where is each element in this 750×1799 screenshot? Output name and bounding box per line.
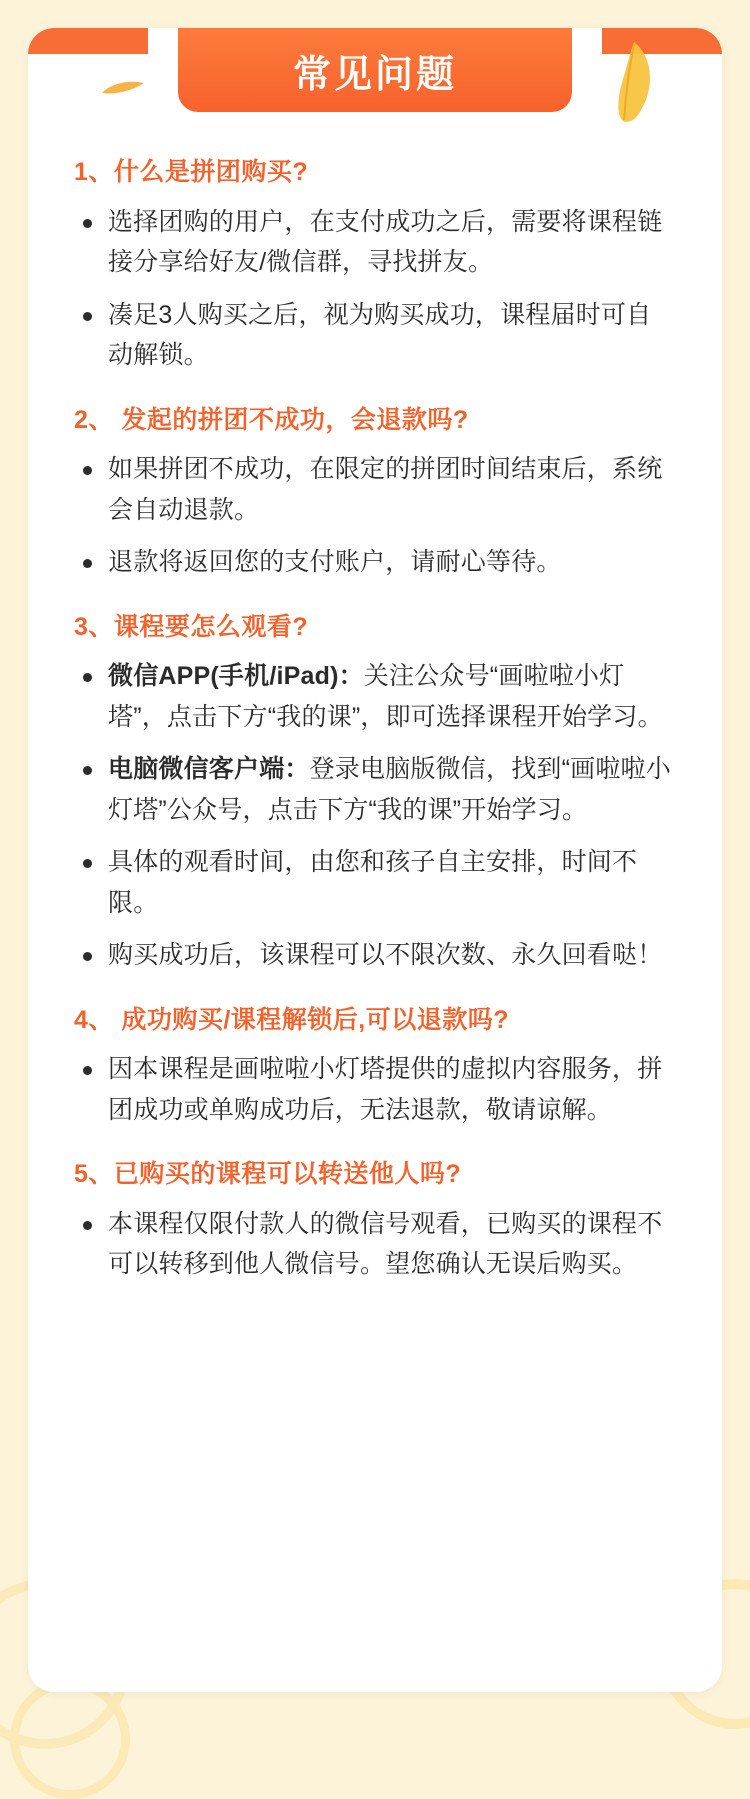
- faq-answer-text: 如果拼团不成功，在限定的拼团时间结束后，系统会自动退款。: [108, 455, 663, 524]
- faq-item: [74, 402, 676, 583]
- faq-answer: [74, 935, 676, 976]
- faq-question: 3、课程要怎么观看?: [74, 612, 309, 641]
- faq-answer-list: [74, 656, 676, 976]
- faq-answer-text: 关注公众号“画啦啦小灯塔”，点击下方“我的课”，即可选择课程开始学习。: [108, 662, 663, 731]
- faq-answer-text: 因本课程是画啦啦小灯塔提供的虚拟内容服务，拼团成功或单购成功后，无法退款，敬请谅解。: [108, 1055, 663, 1124]
- faq-question: 5、已购买的课程可以转送他人吗?: [74, 1160, 462, 1188]
- faq-answer-list: [74, 449, 676, 583]
- faq-answer: [74, 1204, 676, 1285]
- background-swirl-left-small: [10, 1679, 130, 1799]
- faq-question: 4、 成功购买/课程解锁后,可以退款吗?: [74, 1005, 510, 1034]
- faq-answer: [74, 295, 676, 376]
- faq-question: 1、什么是拼团购买?: [74, 158, 309, 186]
- faq-answer-text: 退款将返回您的支付账户，请耐心等待。: [108, 548, 562, 576]
- faq-answer: [74, 1049, 676, 1130]
- faq-answer-text: 登录电脑版微信，找到“画啦啦小灯塔”公众号，点击下方“我的课”开始学习。: [108, 755, 671, 824]
- faq-question: 2、 发起的拼团不成功，会退款吗?: [74, 405, 469, 434]
- feather-icon: [600, 40, 660, 126]
- faq-answer: [74, 542, 676, 583]
- faq-answer-text: 本课程仅限付款人的微信号观看，已购买的课程不可以转移到他人微信号。望您确认无误后购买。: [108, 1209, 663, 1278]
- faq-answer-text: 具体的观看时间，由您和孩子自主安排，时间不限。: [108, 848, 638, 917]
- page-title: 常见问题: [292, 53, 457, 96]
- faq-answer-text: 凑足3人购买之后，视为购买成功，课程届时可自动解锁。: [108, 300, 652, 369]
- faq-answer-list: [74, 202, 676, 376]
- faq-item: [74, 1156, 676, 1285]
- faq-answer: [74, 656, 676, 737]
- feather-icon: [100, 80, 146, 96]
- faq-answer-lead: 电脑微信客户端：: [108, 755, 310, 783]
- faq-answer: [74, 749, 676, 830]
- faq-item: [74, 154, 676, 376]
- faq-answer-text: 购买成功后，该课程可以不限次数、永久回看哒！: [108, 941, 663, 969]
- faq-answer-lead: 微信APP(手机/iPad)：: [108, 662, 364, 690]
- faq-answer-list: [74, 1049, 676, 1130]
- faq-answer: [74, 842, 676, 923]
- faq-answer: [74, 449, 676, 530]
- header-corner-left: [28, 28, 148, 54]
- faq-item: [74, 609, 676, 976]
- faq-answer-text: 选择团购的用户，在支付成功之后，需要将课程链接分享给好友/微信群，寻找拼友。: [108, 207, 663, 276]
- faq-card: [28, 28, 722, 1692]
- faq-item: [74, 1002, 676, 1131]
- page-title-banner: [178, 28, 572, 112]
- faq-content: [28, 132, 722, 1297]
- faq-answer: [74, 202, 676, 283]
- faq-answer-list: [74, 1204, 676, 1285]
